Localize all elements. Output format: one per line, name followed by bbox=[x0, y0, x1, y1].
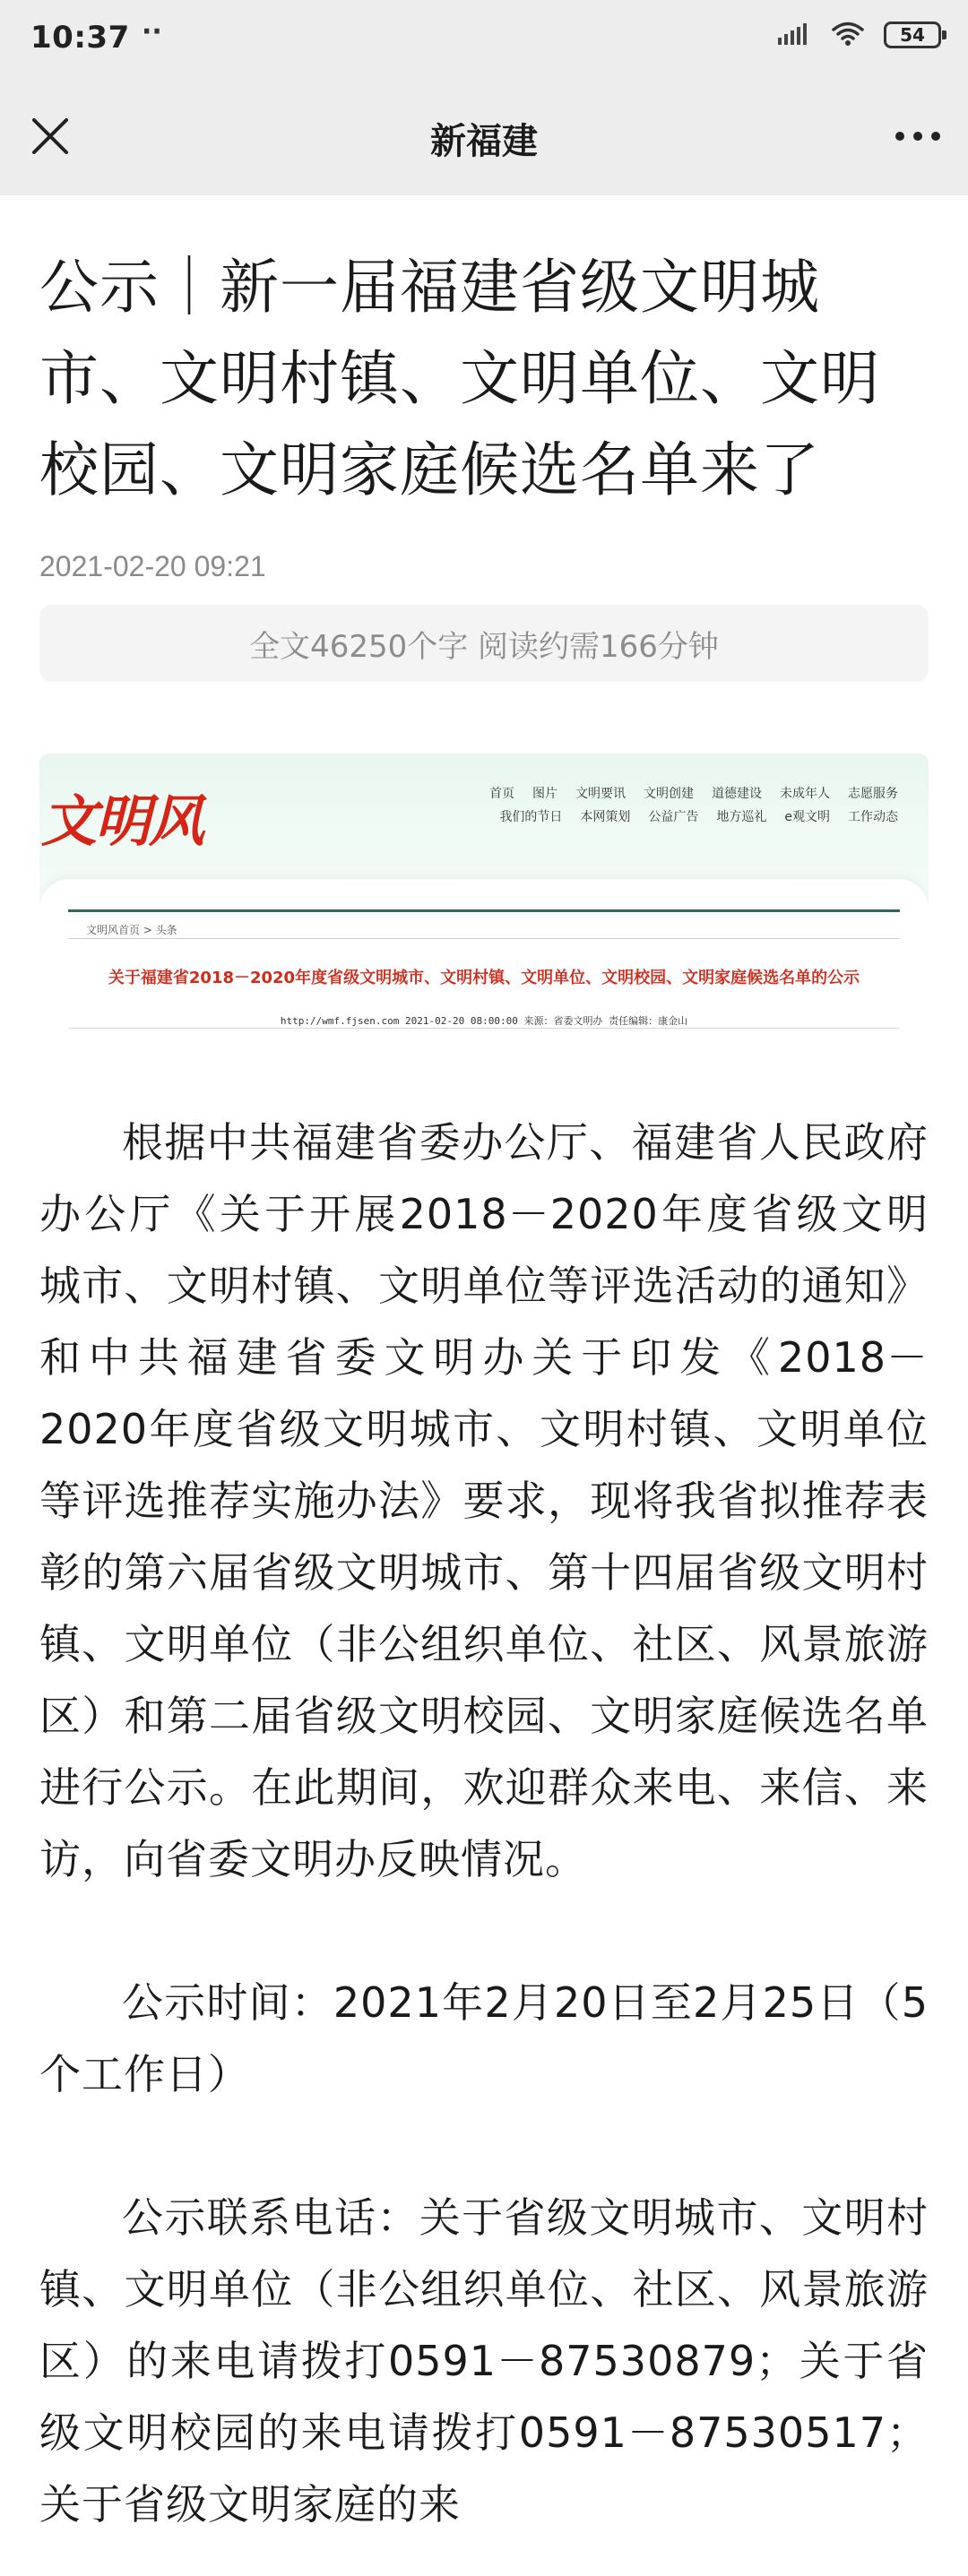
article-paragraph: 根据中共福建省委办公厅、福建省人民政府办公厅《关于开展2018－2020年度省级文明城市、文明村镇、文明单位等评选活动的通知》和中共福建省委文明办关于印发《2018－2020年度省级文明城市、文明村镇、文明单位等评选推荐实施办法》要求，现将我省拟推荐表彰的第六届省级文明城市、第十四届省级文明村镇、文明单位（非公组织单位、社区、风景旅游区）和第二届省级文明校园、文明家庭候选名单进行公示。在此期间，欢迎群众来电、来信、来访，向省委文明办反映情况。 bbox=[39, 1118, 929, 1883]
notification-dots: ·· bbox=[142, 16, 162, 47]
signal-icon bbox=[776, 20, 812, 50]
wenmingfeng-logo: 文明风 bbox=[41, 788, 203, 854]
banner-nav-item: e观文明 bbox=[784, 810, 830, 824]
banner-nav-item: 公益广告 bbox=[648, 810, 699, 824]
banner-nav-item: 我们的节日 bbox=[499, 810, 563, 824]
banner-nav-item: 工作动态 bbox=[848, 810, 898, 824]
battery-icon bbox=[884, 22, 941, 48]
wifi-icon bbox=[830, 20, 866, 50]
banner-nav-item: 志愿服务 bbox=[848, 787, 898, 801]
more-icon bbox=[889, 111, 946, 161]
article-date: 2021-02-20 09:21 bbox=[39, 550, 266, 582]
banner-meta: http://wmf.fjsen.com 2021-02-20 08:00:00 来源：省委文明办 责任编辑：康金山 bbox=[280, 1015, 688, 1027]
banner-divider bbox=[68, 1028, 900, 1029]
status-bar bbox=[0, 0, 968, 79]
battery-level: 54 bbox=[900, 24, 925, 46]
banner-nav-item: 道德建设 bbox=[712, 787, 762, 801]
banner-nav-item: 文明要讯 bbox=[575, 787, 626, 801]
more-button[interactable] bbox=[889, 111, 946, 161]
article-paragraph: 公示时间：2021年2月20日至2月25日（5个工作日） bbox=[39, 1978, 929, 2098]
banner-nav-item: 本网策划 bbox=[580, 810, 631, 824]
article-title: 公示｜新一届福建省级文明城市、文明村镇、文明单位、文明校园、文明家庭候选名单来了 bbox=[39, 253, 880, 504]
banner-nav-item: 文明创建 bbox=[644, 787, 694, 801]
banner-nav-item: 地方巡礼 bbox=[716, 810, 767, 824]
banner-divider bbox=[68, 938, 900, 939]
banner-breadcrumb: 文明风首页 > 头条 bbox=[86, 924, 177, 936]
article-paragraph: 公示联系电话：关于省级文明城市、文明村镇、文明单位（非公组织单位、社区、风景旅游区）的来电请拨打0591－87530879；关于省级文明校园的来电请拨打0591－87530517；关于省级文明家庭的来 bbox=[39, 2193, 929, 2529]
status-time: 10:37 bbox=[30, 20, 130, 56]
banner-nav-item: 首页 bbox=[489, 787, 514, 801]
banner-divider bbox=[68, 909, 900, 912]
read-info-box: 全文46250个字 阅读约需166分钟 bbox=[39, 605, 929, 682]
banner-nav bbox=[477, 784, 898, 825]
banner-headline: 关于福建省2018－2020年度省级文明城市、文明村镇、文明单位、文明校园、文明家庭候选名单的公示 bbox=[108, 969, 860, 987]
banner-nav-item: 未成年人 bbox=[780, 787, 830, 801]
status-icons bbox=[776, 20, 941, 50]
nav-title: 新福建 bbox=[430, 121, 538, 162]
article-banner-image[interactable] bbox=[39, 754, 929, 1040]
banner-nav-item: 图片 bbox=[532, 787, 557, 801]
nav-bar bbox=[0, 79, 968, 195]
article bbox=[39, 242, 929, 2540]
